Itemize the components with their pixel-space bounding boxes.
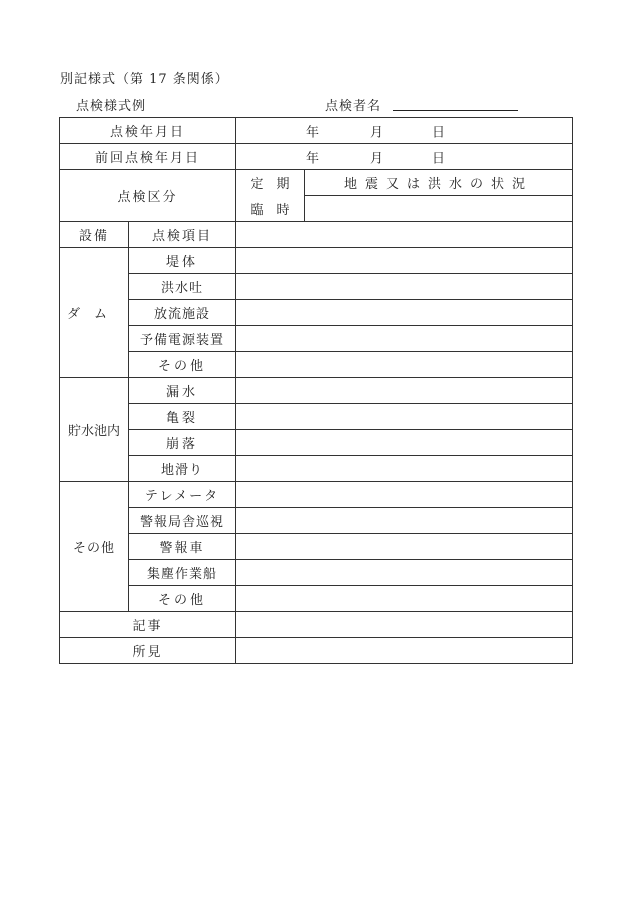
earthquake-flood-cell [305, 170, 573, 222]
kind-temporary[interactable]: 臨 時 [250, 202, 290, 218]
previous-date-field[interactable] [236, 144, 573, 170]
month-unit: 月 [370, 151, 384, 166]
inspection-date-row [60, 118, 573, 144]
year-unit: 年 [306, 125, 320, 140]
table-row [60, 274, 573, 300]
findings-field[interactable] [236, 638, 573, 664]
item-label: 予備電源装置 [129, 326, 236, 352]
inspection-date-field[interactable] [236, 118, 573, 144]
item-label: 洪水吐 [129, 274, 236, 300]
item-field[interactable] [236, 352, 573, 378]
table-row [60, 482, 573, 508]
item-label: 警報局舎巡視 [129, 508, 236, 534]
item-field[interactable] [236, 404, 573, 430]
notes-row [60, 612, 573, 638]
inspection-date-label: 点検年月日 [60, 118, 236, 144]
month-unit: 月 [370, 125, 384, 140]
group-reservoir: 貯水池内 [60, 378, 129, 482]
item-label: その他 [129, 586, 236, 612]
findings-row [60, 638, 573, 664]
day-unit: 日 [432, 151, 446, 166]
earthquake-flood-label: 地震又は洪水の状況 [305, 170, 572, 196]
table-row [60, 404, 573, 430]
item-label: 堤体 [129, 248, 236, 274]
equipment-header: 設備 [60, 222, 129, 248]
item-label: テレメータ [129, 482, 236, 508]
inspection-form-table [59, 117, 573, 664]
item-field[interactable] [236, 430, 573, 456]
item-field[interactable] [236, 508, 573, 534]
table-row [60, 430, 573, 456]
notes-label: 記事 [60, 612, 236, 638]
item-label: 放流施設 [129, 300, 236, 326]
item-header: 点検項目 [129, 222, 236, 248]
document-title: 別記様式（第 17 条関係） [60, 72, 229, 87]
item-field[interactable] [236, 456, 573, 482]
item-label: 集塵作業船 [129, 560, 236, 586]
year-unit: 年 [306, 151, 320, 166]
item-field[interactable] [236, 482, 573, 508]
item-field[interactable] [236, 586, 573, 612]
previous-date-label: 前回点検年月日 [60, 144, 236, 170]
item-field[interactable] [236, 560, 573, 586]
table-row [60, 300, 573, 326]
table-row [60, 456, 573, 482]
item-label: 亀裂 [129, 404, 236, 430]
table-row [60, 560, 573, 586]
table-row [60, 352, 573, 378]
findings-label: 所見 [60, 638, 236, 664]
item-label: 地滑り [129, 456, 236, 482]
category-label: 点検区分 [60, 170, 236, 222]
day-unit: 日 [432, 125, 446, 140]
item-header-blank[interactable] [236, 222, 573, 248]
item-field[interactable] [236, 300, 573, 326]
group-other: その他 [60, 482, 129, 612]
kind-cell [236, 170, 305, 222]
item-field[interactable] [236, 326, 573, 352]
group-dam: ダム [60, 248, 129, 378]
item-field[interactable] [236, 534, 573, 560]
kind-regular[interactable]: 定 期 [250, 177, 290, 193]
table-row [60, 378, 573, 404]
previous-date-row [60, 144, 573, 170]
table-row [60, 248, 573, 274]
item-field[interactable] [236, 274, 573, 300]
column-header-row [60, 222, 573, 248]
item-label: 崩落 [129, 430, 236, 456]
item-field[interactable] [236, 378, 573, 404]
item-label: 漏水 [129, 378, 236, 404]
inspector-name-label: 点検者名 [325, 99, 382, 114]
category-row [60, 170, 573, 222]
item-label: その他 [129, 352, 236, 378]
table-row [60, 534, 573, 560]
table-row [60, 508, 573, 534]
item-field[interactable] [236, 248, 573, 274]
example-label: 点検様式例 [76, 99, 147, 114]
notes-field[interactable] [236, 612, 573, 638]
earthquake-flood-field[interactable] [305, 196, 572, 221]
item-label: 警報車 [129, 534, 236, 560]
table-row [60, 586, 573, 612]
table-row [60, 326, 573, 352]
inspector-name-field[interactable] [393, 110, 518, 111]
